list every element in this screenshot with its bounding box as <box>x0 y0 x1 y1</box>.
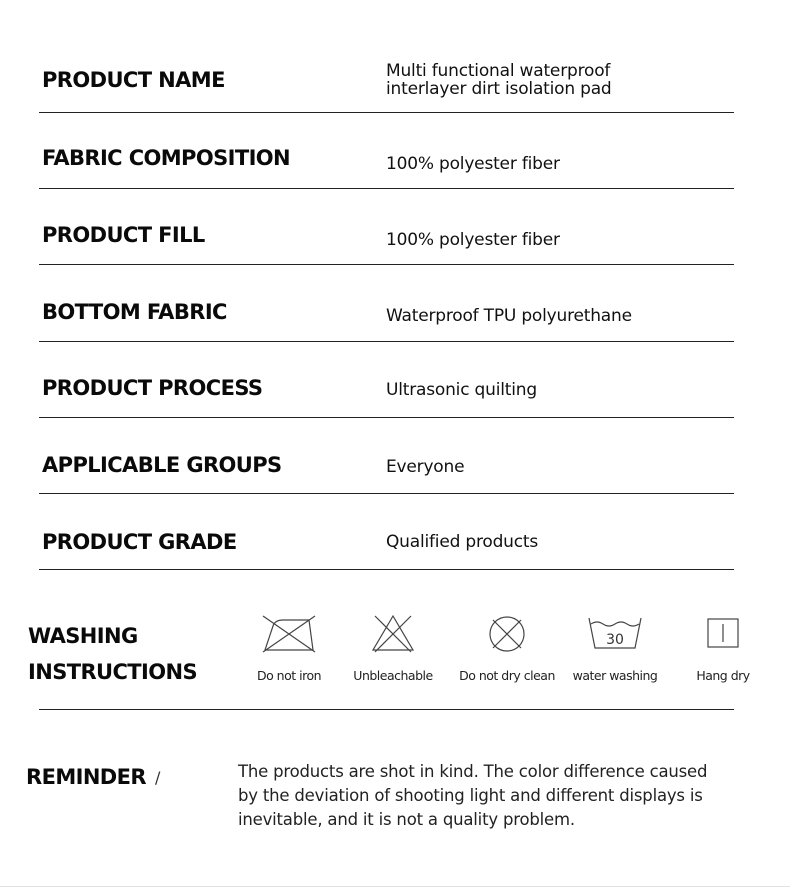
spec-row-product-process <box>39 341 734 418</box>
spec-value: Waterproof TPU polyurethane <box>386 306 632 326</box>
wash-item-hang-dry <box>668 612 778 683</box>
hang-dry-icon <box>693 612 753 656</box>
spec-row-product-name <box>39 0 734 113</box>
wash-30-icon <box>585 612 645 656</box>
no-bleach-icon <box>363 612 423 656</box>
spec-label: APPLICABLE GROUPS <box>42 453 282 477</box>
spec-label: PRODUCT PROCESS <box>42 376 263 400</box>
spec-row-applicable-groups <box>39 417 734 494</box>
no-dry-clean-icon <box>477 612 537 656</box>
spec-label: PRODUCT NAME <box>42 68 225 92</box>
spec-value: Qualified products <box>386 532 539 552</box>
spec-row-bottom-fabric <box>39 264 734 342</box>
wash-caption: Do not iron <box>256 668 322 683</box>
spec-label: PRODUCT FILL <box>42 223 205 247</box>
washing-divider <box>39 709 734 710</box>
wash-caption: Hang dry <box>696 668 750 683</box>
spec-value: Ultrasonic quilting <box>386 380 537 400</box>
spec-row-product-grade <box>39 493 734 570</box>
wash-caption: Do not dry clean <box>459 668 555 683</box>
spec-label: BOTTOM FABRIC <box>42 300 227 324</box>
wash-item-no-iron <box>234 612 344 683</box>
reminder-separator: / <box>155 768 161 787</box>
wash-temperature: 30 <box>606 632 624 648</box>
spec-row-product-fill <box>39 188 734 265</box>
wash-item-no-bleach <box>338 612 448 683</box>
wash-caption: Unbleachable <box>353 668 433 683</box>
reminder-title: REMINDER <box>26 765 146 789</box>
spec-label: FABRIC COMPOSITION <box>42 146 291 170</box>
washing-title-line1: WASHING <box>28 624 138 648</box>
reminder-text: The products are shot in kind. The color difference caused by the deviation of shooting light and different displays is inevitable, and it is not a quality problem. <box>238 762 708 829</box>
wash-caption: water washing <box>572 668 658 683</box>
spec-value: Multi functional waterproof interlayer dirt isolation pad <box>386 61 612 99</box>
washing-instructions-title <box>28 618 197 690</box>
washing-title-line2: INSTRUCTIONS <box>28 660 197 684</box>
spec-label: PRODUCT GRADE <box>42 530 237 554</box>
spec-value: 100% polyester fiber <box>386 230 560 250</box>
wash-item-no-dry-clean <box>452 612 562 683</box>
bottom-rule <box>0 886 790 887</box>
wash-item-water-washing <box>560 612 670 683</box>
spec-row-fabric-composition <box>39 112 734 189</box>
no-iron-icon <box>259 612 319 656</box>
spec-value: Everyone <box>386 457 465 477</box>
spec-value: 100% polyester fiber <box>386 154 560 174</box>
